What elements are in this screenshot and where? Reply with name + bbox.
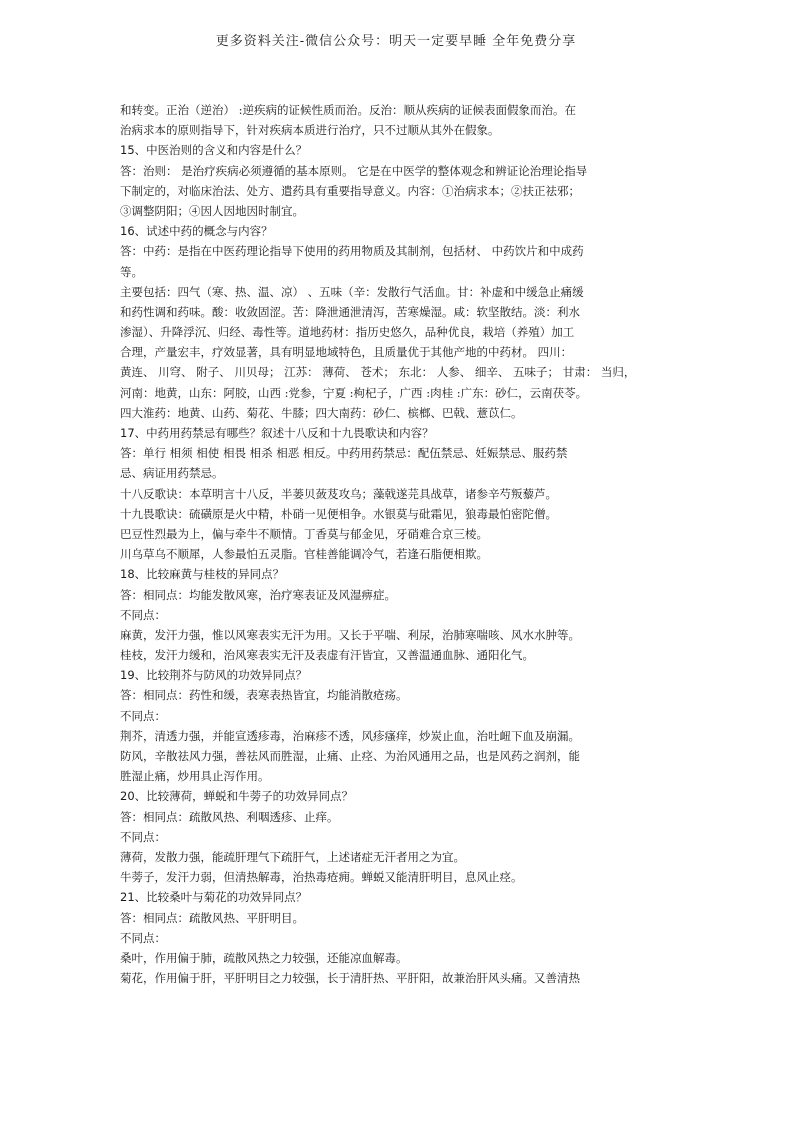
- text-line: 不同点：: [120, 829, 166, 844]
- text-line: 下制定的，对临床治法、处方、遣药具有重要指导意义。内容：①治病求本；②扶正祛邪；: [120, 183, 580, 198]
- text-line: 十八反歌诀：本草明言十八反，半蒌贝蔹芨攻乌；藻戟遂芫具战草，诸参辛芍叛藜芦。: [120, 486, 557, 501]
- text-line: 桑叶，作用偏于肺，疏散风热之力较强，还能凉血解毒。: [120, 950, 408, 965]
- text-line: 胜湿止痛，炒用具止泻作用。: [120, 769, 270, 784]
- text-line: 河南：地黄，山东：阿胶，山西 :党参，宁夏 :枸杞子，广西 :肉桂 :广东：砂仁，云南茯苓。: [120, 385, 588, 400]
- text-line: 四大淮药：地黄、山药、菊花、牛膝；四大南药：砂仁、槟榔、巴戟、薏苡仁。: [120, 405, 523, 420]
- document-body: [120, 100, 680, 988]
- text-line: 渗湿）、升降浮沉、归经、毒性等。道地药材：指历史悠久，品种优良，栽培（养殖）加工: [120, 325, 575, 340]
- text-line: 答：治则： 是治疗疾病必须遵循的基本原则。 它是在中医学的整体观念和辨证论治理论指导: [120, 163, 588, 178]
- text-line: 答：相同点：药性和缓，表寒表热皆宜，均能消散疮疡。: [120, 688, 408, 703]
- text-line: 不同点：: [120, 708, 166, 723]
- text-line: 薄荷，发散力强，能疏肝理气下疏肝气，上述诸症无汗者用之为宜。: [120, 849, 465, 864]
- text-line: 不同点：: [120, 930, 166, 945]
- text-line: 主要包括：四气（寒、热、温、凉） 、五味（辛：发散行气活血。甘：补虚和中缓急止痛缓: [120, 284, 584, 299]
- text-line: ③调整阴阳；④因人因地因时制宜。: [120, 203, 304, 218]
- text-line: 麻黄，发汗力强，惟以风寒表实无汗为用。又长于平喘、利尿，治肺寒喘咳、风水水肿等。: [120, 627, 580, 642]
- text-line: 治病求本的原则指导下，针对疾病本质进行治疗，只不过顺从其外在假象。: [120, 123, 500, 138]
- text-line: 川乌草乌不顺犀，人参最怕五灵脂。官桂善能调冷气，若逢石脂便相欺。: [120, 547, 488, 562]
- text-line: 和转变。正治（逆治） :逆疾病的证候性质而治。反治：顺从疾病的证候表面假象而治。在: [120, 103, 577, 117]
- question-heading: 18、比较麻黄与桂枝的异同点？: [120, 567, 285, 582]
- text-line: 答：中药：是指在中医药理论指导下使用的药用物质及其制剂，包括材、 中药饮片和中成药: [120, 244, 584, 259]
- text-line: 防风，辛散祛风力强，善祛风而胜湿，止痛、止痉、为治风通用之品，也是风药之润剂，能: [120, 749, 580, 763]
- text-line: 答：单行 相须 相使 相畏 相杀 相恶 相反。中药用药禁忌：配伍禁忌、妊娠禁忌、服药禁: [120, 446, 568, 461]
- text-line: 十九畏歌诀：硫磺原是火中精，朴硝一见便相争。水银莫与砒霜见，狼毒最怕密陀僧。: [120, 506, 557, 521]
- text-line: 答：相同点：均能发散风寒，治疗寒表证及风湿痹症。: [120, 587, 396, 602]
- text-line: 牛蒡子，发汗力弱，但清热解毒，治热毒疮痈。蝉蜕又能清肝明目，息风止痉。: [120, 870, 523, 885]
- question-heading: 20、比较薄荷，蝉蜕和牛蒡子的功效异同点？: [120, 789, 354, 804]
- text-line: 荆芥，清透力强，并能宣透疹毒，治麻疹不透，风疹瘙痒，炒炭止血，治吐衄下血及崩漏。: [120, 728, 580, 743]
- text-line: 不同点：: [120, 607, 166, 622]
- question-heading: 19、比较荆芥与防风的功效异同点？: [120, 668, 308, 683]
- text-line: 黄连、 川穹、 附子、 川贝母； 江苏： 薄荷、 苍术； 东北： 人参、 细辛、 五味子； 甘肃： 当归，: [120, 365, 636, 380]
- text-line: 答：相同点：疏散风热、利咽透疹、止痒。: [120, 809, 339, 824]
- text-line: 等。: [120, 264, 143, 279]
- question-heading: 21、比较桑叶与菊花的功效异同点？: [120, 890, 308, 905]
- page-header: 更多资料关注-微信公众号：明天一定要早睡 全年免费分享: [215, 34, 577, 49]
- question-heading: 17、中药用药禁忌有哪些？叙述十八反和十九畏歌诀和内容？: [120, 426, 434, 440]
- text-line: 忌、病证用药禁忌。: [120, 466, 224, 481]
- question-heading: 16、试述中药的概念与内容？: [120, 224, 273, 239]
- text-line: 和药性调和药味。酸：收敛固涩。苦：降泄通泄清泻，苦寒燥湿。咸：软坚散结。淡：利水: [120, 304, 580, 319]
- text-line: 合理，产量宏丰，疗效显著，具有明显地域特色，且质量优于其他产地的中药材。 四川：: [120, 345, 573, 360]
- text-line: 菊花，作用偏于肝，平肝明目之力较强，长于清肝热、平肝阳，故兼治肝风头痛。又善清热: [120, 971, 580, 986]
- text-line: 答：相同点：疏散风热、平肝明目。: [120, 910, 304, 925]
- text-line: 桂枝，发汗力缓和，治风寒表实无汗及表虚有汗皆宜，又善温通血脉、通阳化气。: [120, 648, 534, 663]
- text-line: 巴豆性烈最为上，偏与牵牛不顺情。丁香莫与郁金见，牙硝难合京三棱。: [120, 526, 488, 541]
- question-heading: 15、中医治则的含义和内容是什么？: [120, 143, 308, 158]
